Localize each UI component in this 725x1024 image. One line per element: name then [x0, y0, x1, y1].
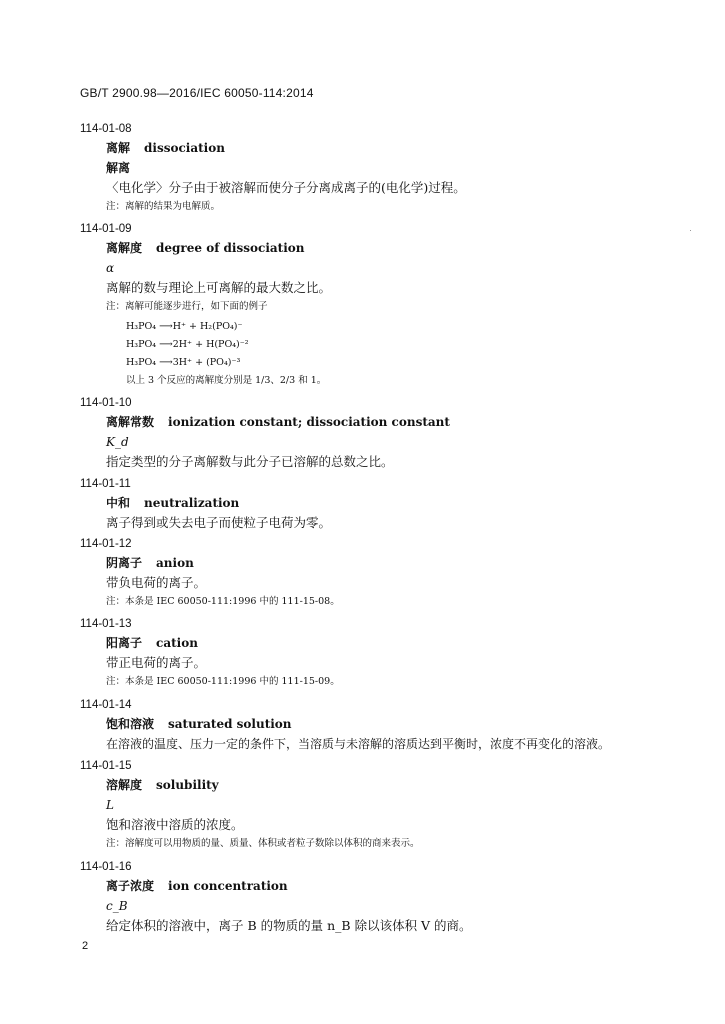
entry-number: 114-01-16 — [80, 861, 132, 873]
term-heading — [106, 553, 680, 573]
term-note: 注：离解的结果为电解质。 — [106, 201, 221, 212]
term-zh: 中和 — [106, 496, 131, 510]
term-entry — [80, 757, 680, 855]
term-zh: 离解 — [106, 141, 131, 155]
term-symbol: α — [106, 261, 115, 275]
term-en: anion — [156, 556, 194, 570]
term-definition: 饱和溶液中溶质的浓度。 — [106, 817, 244, 832]
term-entry — [80, 475, 680, 533]
term-zh: 离解度 — [106, 241, 143, 255]
equation: H₃PO₄ ⟶H⁺ + H₂(PO₄)⁻ — [126, 321, 243, 332]
term-en: solubility — [156, 778, 219, 792]
term-en: cation — [156, 636, 198, 650]
term-heading — [106, 714, 680, 734]
term-heading — [106, 238, 680, 258]
term-entry — [80, 220, 680, 390]
term-heading — [106, 775, 680, 795]
term-zh: 溶解度 — [106, 778, 143, 792]
term-symbol: L — [106, 798, 114, 812]
term-zh: 离解常数 — [106, 415, 155, 429]
term-entry — [80, 120, 680, 218]
term-en: degree of dissociation — [156, 241, 305, 255]
term-note: 注：溶解度可以用物质的量、质量、体积或者粒子数除以体积的商来表示。 — [106, 838, 420, 849]
term-synonym: 解离 — [106, 161, 131, 175]
scan-speck — [690, 230, 691, 231]
entry-number: 114-01-09 — [80, 223, 132, 235]
page-number: 2 — [82, 940, 89, 952]
equation: H₃PO₄ ⟶2H⁺ + H(PO₄)⁻² — [126, 339, 249, 350]
term-heading — [106, 493, 680, 513]
term-entry — [80, 858, 680, 936]
term-entry — [80, 535, 680, 613]
term-zh: 阴离子 — [106, 556, 143, 570]
entry-number: 114-01-08 — [80, 123, 132, 135]
term-heading — [106, 876, 680, 896]
term-en: neutralization — [144, 496, 240, 510]
entry-number: 114-01-14 — [80, 699, 132, 711]
term-symbol: c_B — [106, 899, 128, 913]
equation: H₃PO₄ ⟶3H⁺ + (PO₄)⁻³ — [126, 357, 241, 368]
term-heading — [106, 412, 680, 432]
term-en: ionization constant; dissociation constant — [168, 415, 450, 429]
term-entry — [80, 696, 680, 754]
term-entry — [80, 394, 680, 472]
standard-header: GB/T 2900.98—2016/IEC 60050-114:2014 — [80, 86, 314, 100]
term-definition: 带正电荷的离子。 — [106, 655, 207, 670]
term-note: 注：本条是 IEC 60050-111:1996 中的 111-15-09。 — [106, 676, 340, 687]
term-heading — [106, 633, 680, 653]
term-definition: 〈电化学〉分子由于被溶解而使分子分离成离子的(电化学)过程。 — [106, 180, 466, 195]
term-en: saturated solution — [168, 717, 292, 731]
term-heading — [106, 138, 680, 158]
entry-number: 114-01-12 — [80, 538, 132, 550]
entry-number: 114-01-13 — [80, 618, 132, 630]
term-entry — [80, 615, 680, 693]
term-en: ion concentration — [168, 879, 288, 893]
term-zh: 饱和溶液 — [106, 717, 155, 731]
term-definition: 离子得到或失去电子而使粒子电荷为零。 — [106, 515, 332, 530]
term-note: 注：本条是 IEC 60050-111:1996 中的 111-15-08。 — [106, 596, 340, 607]
term-definition: 带负电荷的离子。 — [106, 575, 207, 590]
term-definition: 指定类型的分子离解数与此分子已溶解的总数之比。 — [106, 454, 394, 469]
term-note: 注：离解可能逐步进行，如下面的例子 — [106, 301, 268, 312]
term-zh: 离子浓度 — [106, 879, 155, 893]
term-zh: 阳离子 — [106, 636, 143, 650]
entry-number: 114-01-15 — [80, 760, 132, 772]
term-en: dissociation — [144, 141, 225, 155]
note-continuation: 以上 3 个反应的离解度分别是 1/3、2/3 和 1。 — [126, 375, 327, 386]
term-definition: 在溶液的温度、压力一定的条件下，当溶质与未溶解的溶质达到平衡时，浓度不再变化的溶液。 — [106, 737, 611, 751]
term-definition: 给定体积的溶液中，离子 B 的物质的量 n_B 除以该体积 V 的商。 — [106, 918, 472, 933]
term-symbol: K_d — [106, 435, 129, 449]
entry-number: 114-01-11 — [80, 478, 131, 490]
entry-number: 114-01-10 — [80, 397, 132, 409]
term-definition: 离解的数与理论上可离解的最大数之比。 — [106, 280, 332, 295]
